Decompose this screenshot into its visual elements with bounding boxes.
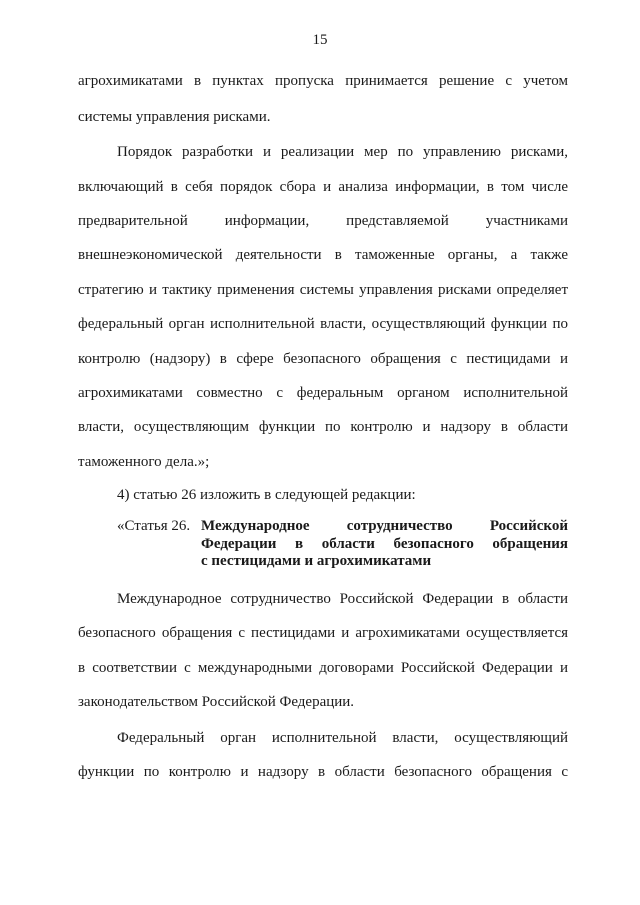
text-line: Федеральный орган исполнительной власти, осуществляющий	[117, 730, 568, 746]
page-number: 15	[312, 32, 328, 48]
article-title-line: Федерации в области безопасного обращения	[201, 536, 568, 552]
article-title-line: Международное сотрудничество Российской	[201, 518, 568, 534]
text-line: включающий в себя порядок сбора и анализа информации, в том числе	[78, 179, 568, 195]
text-line: федеральный орган исполнительной власти, осуществляющий функции по	[78, 316, 568, 332]
text-line: функции по контролю и надзору в области безопасного обращения с	[78, 764, 568, 780]
article-label: «Статья 26.	[117, 518, 191, 534]
text-line: законодательством Российской Федерации.	[78, 694, 355, 710]
article-title-line: с пестицидами и агрохимикатами	[201, 553, 432, 569]
text-line: стратегию и тактику применения системы управления рисками определяет	[78, 282, 568, 298]
text-line: Международное сотрудничество Российской Федерации в области	[117, 591, 568, 607]
text-line: власти, осуществляющим функции по контролю и надзору в области	[78, 419, 568, 435]
text-line: системы управления рисками.	[78, 109, 271, 125]
text-line: агрохимикатами в пунктах пропуска принимается решение с учетом	[78, 73, 568, 89]
text-line: внешнеэкономической деятельности в таможенные органы, а также	[78, 247, 568, 263]
text-line: в соответствии с международными договорами Российской Федерации и	[78, 660, 568, 676]
list-item-4: 4) статью 26 изложить в следующей редакции:	[117, 487, 416, 503]
text-line: безопасного обращения с пестицидами и агрохимикатами осуществляется	[78, 625, 568, 641]
text-line: предварительной информации, представляемой участниками	[78, 213, 568, 229]
text-line: таможенного дела.»;	[78, 454, 210, 470]
text-line: Порядок разработки и реализации мер по управлению рисками,	[117, 144, 568, 160]
text-line: агрохимикатами совместно с федеральным органом исполнительной	[78, 385, 568, 401]
text-line: контролю (надзору) в сфере безопасного обращения с пестицидами и	[78, 351, 568, 367]
